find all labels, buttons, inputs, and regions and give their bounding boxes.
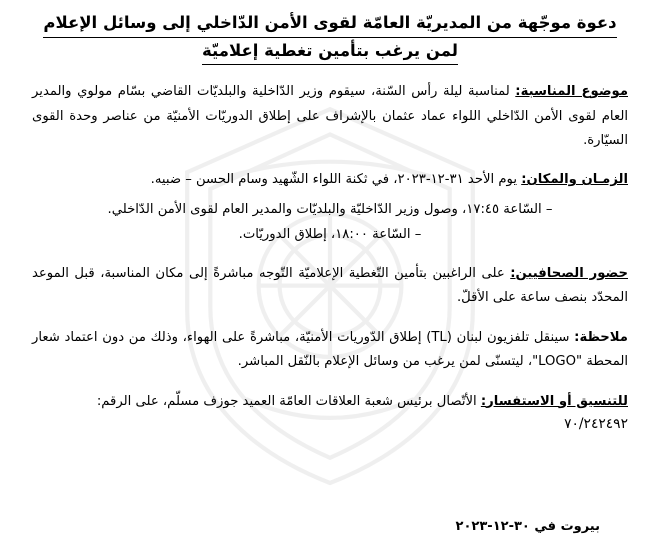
section-note-lead: ملاحظة:	[574, 329, 628, 345]
section-journalists-paragraph	[26, 262, 634, 311]
section-contact-paragraph	[26, 390, 634, 414]
footer-place-date: بيروت في ٣٠-١٢-٢٠٢٣	[455, 519, 600, 534]
title-line-1: دعوة موجّهة من المديريّة العامّة لقوى الأمن الدّاخلي إلى وسائل الإعلام	[43, 10, 616, 38]
section-journalists	[26, 262, 634, 311]
section-time-place-text: يوم الأحد ٣١-١٢-٢٠٢٣، في ثكنة اللواء الشّهيد وسام الحسن – ضبيه.	[150, 172, 522, 188]
document-title	[26, 10, 634, 65]
section-note	[26, 326, 634, 375]
section-note-text: سينقل تلفزيون لبنان (TL) إطلاق الدّوريات الأمنيّة، مباشرةً على الهواء، وذلك من دون اعتماد شعار المحطة "LOGO"، ليتسنّى لمن يرغب من وسائل الإعلام بالنّقل المباشر.	[32, 329, 628, 370]
title-line-2: لمن يرغب بتأمين تغطية إعلاميّة	[202, 38, 458, 66]
section-time-place	[26, 168, 634, 247]
section-subject-lead: موضوع المناسبة:	[515, 84, 628, 100]
list-item: – السّاعة ١٧:٤٥، وصول وزير الدّاخليّة والبلديّات والمدير العام لقوى الأمن الدّاخلي.	[107, 201, 553, 217]
list-item: – السّاعة ١٨:٠٠، إطلاق الدوريّات.	[238, 226, 422, 242]
contact-phone-number: ٧٠/٢٤٢٤٩٢	[564, 416, 628, 433]
section-journalists-lead: حضور الصحافيين:	[510, 265, 628, 281]
section-subject	[26, 80, 634, 153]
section-subject-text: لمناسبة ليلة رأس السّنة، سيقوم وزير الدّاخلية والبلديّات القاضي بسّام مولوي والمدير العام لقوى الأمن الدّاخلي اللواء عماد عثمان بالإشراف على إطلاق الدوريّات الأمنيّة من عناصر وحدة القوى السيّارة.	[32, 84, 628, 148]
section-time-place-list	[26, 197, 634, 247]
section-contact-text: الأتّصال برئيس شعبة العلاقات العامّة العميد جوزف مسلّم، على الرقم:	[96, 393, 481, 409]
section-time-place-lead: الزمـان والمكان:	[521, 172, 628, 188]
section-time-place-paragraph	[26, 168, 634, 192]
section-journalists-text: على الراغبين بتأمين التّغطية الإعلاميّة التّوجه مباشرةً إلى مكان المناسبة، قبل الموعد المحدّد بنصف ساعة على الأقلّ.	[32, 265, 628, 306]
document-footer	[0, 519, 660, 534]
section-contact-lead: للتنسيق أو الاستفسار:	[480, 393, 628, 409]
section-note-paragraph	[26, 326, 634, 375]
section-contact	[26, 390, 634, 432]
section-subject-paragraph	[26, 80, 634, 153]
